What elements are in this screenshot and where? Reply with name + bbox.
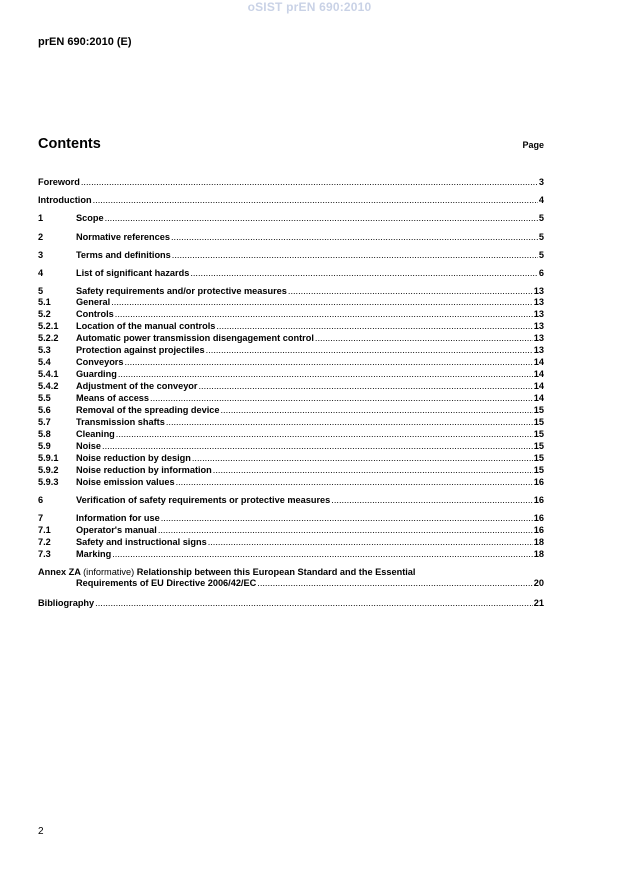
toc-leader xyxy=(220,405,532,416)
toc-annex-entry[interactable] xyxy=(38,567,544,589)
toc-page: 13 xyxy=(533,333,544,343)
toc-number: 5.9.2 xyxy=(38,465,59,475)
toc-page: 5 xyxy=(538,232,544,242)
toc-title: General xyxy=(76,297,111,307)
toc-title: Information for use xyxy=(76,513,160,523)
toc-leader xyxy=(176,477,533,488)
toc-page: 15 xyxy=(533,405,544,415)
toc-entry[interactable] xyxy=(38,525,544,536)
toc-title: Marking xyxy=(76,549,112,559)
toc-entry[interactable] xyxy=(38,495,544,506)
toc-entry[interactable] xyxy=(38,393,544,404)
toc-title: List of significant hazards xyxy=(76,268,190,278)
toc-number: 5.3 xyxy=(38,345,51,355)
toc-number: 5.2.1 xyxy=(38,321,59,331)
toc-leader xyxy=(206,345,533,356)
toc-entry[interactable] xyxy=(38,321,544,332)
toc-entry[interactable] xyxy=(38,477,544,488)
toc-number: 5.8 xyxy=(38,429,51,439)
toc-leader xyxy=(116,429,533,440)
toc-title: Guarding xyxy=(76,369,117,379)
toc-page: 16 xyxy=(533,477,544,487)
toc-page: 16 xyxy=(533,525,544,535)
toc-page: 6 xyxy=(538,268,544,278)
toc-number: 5.5 xyxy=(38,393,51,403)
toc-title: Normative references xyxy=(76,232,170,242)
toc-leader xyxy=(192,453,533,464)
toc-number: 5.2 xyxy=(38,309,51,319)
toc-title: Means of access xyxy=(76,393,150,403)
toc-title: Bibliography xyxy=(38,598,95,608)
toc-leader xyxy=(112,549,533,560)
toc-number: 5.2.2 xyxy=(38,333,59,343)
annex-title-line1: Relationship between this European Standard and the Essential xyxy=(136,567,416,577)
toc-leader xyxy=(95,598,533,609)
toc-title: Cleaning xyxy=(76,429,115,439)
toc-number: 1 xyxy=(38,213,44,223)
annex-page: 20 xyxy=(533,578,544,588)
toc-entry[interactable] xyxy=(38,369,544,380)
toc-leader xyxy=(213,465,533,476)
toc-page: 5 xyxy=(538,213,544,223)
toc-title: Protection against projectiles xyxy=(76,345,205,355)
annex-label: Annex ZA xyxy=(38,567,81,577)
toc-leader xyxy=(331,495,532,506)
toc-entry[interactable] xyxy=(38,465,544,476)
toc-leader xyxy=(315,333,533,344)
toc-number: 5.4.2 xyxy=(38,381,59,391)
toc-title: Safety requirements and/or protective measures xyxy=(76,286,287,296)
toc-entry[interactable] xyxy=(38,268,544,279)
toc-title: Terms and definitions xyxy=(76,250,171,260)
toc-number: 3 xyxy=(38,250,44,260)
toc-page: 16 xyxy=(533,495,544,505)
toc-leader xyxy=(208,537,533,548)
toc-number: 5.9.3 xyxy=(38,477,59,487)
toc-title: Automatic power transmission disengagement control xyxy=(76,333,314,343)
toc-entry[interactable] xyxy=(38,309,544,320)
toc-number: 4 xyxy=(38,268,44,278)
toc-page: 16 xyxy=(533,513,544,523)
toc-entry[interactable] xyxy=(38,345,544,356)
toc-page: 13 xyxy=(533,309,544,319)
toc-page: 13 xyxy=(533,321,544,331)
toc-leader xyxy=(93,195,538,206)
toc-leader xyxy=(161,513,533,524)
toc-leader xyxy=(171,232,538,243)
toc-title: Verification of safety requirements or protective measures xyxy=(76,495,331,505)
toc-title: Noise reduction by information xyxy=(76,465,212,475)
toc-title: Adjustment of the conveyor xyxy=(76,381,198,391)
toc-entry[interactable] xyxy=(38,213,544,224)
toc-page: 13 xyxy=(533,345,544,355)
toc-title: Operator's manual xyxy=(76,525,157,535)
toc-page: 15 xyxy=(533,441,544,451)
toc-entry[interactable] xyxy=(38,513,544,524)
toc-title: Noise xyxy=(76,441,102,451)
toc-title: Conveyors xyxy=(76,357,124,367)
toc-leader xyxy=(158,525,533,536)
document-id: prEN 690:2010 (E) xyxy=(38,36,132,48)
toc-page: 18 xyxy=(533,549,544,559)
toc-page: 15 xyxy=(533,453,544,463)
toc-leader xyxy=(115,309,533,320)
page-column-heading: Page xyxy=(522,140,544,150)
toc-entry[interactable] xyxy=(38,297,544,308)
toc-entry[interactable] xyxy=(38,453,544,464)
toc-page: 21 xyxy=(533,598,544,608)
toc-title: Safety and instructional signs xyxy=(76,537,207,547)
toc-page: 14 xyxy=(533,393,544,403)
toc-leader xyxy=(118,369,533,380)
toc-page: 15 xyxy=(533,429,544,439)
toc-number: 5.6 xyxy=(38,405,51,415)
toc-leader xyxy=(288,286,533,297)
toc-page: 14 xyxy=(533,357,544,367)
annex-informative: (informative) xyxy=(83,567,135,577)
toc-leader xyxy=(199,381,533,392)
toc-number: 7.3 xyxy=(38,549,51,559)
toc-leader xyxy=(81,177,538,188)
toc-entry[interactable] xyxy=(38,405,544,416)
toc-page: 3 xyxy=(538,177,544,187)
toc-page: 18 xyxy=(533,537,544,547)
toc-leader xyxy=(105,213,538,224)
toc-number: 2 xyxy=(38,232,44,242)
toc-entry[interactable] xyxy=(38,232,544,243)
toc-entry[interactable] xyxy=(38,250,544,261)
toc-page: 14 xyxy=(533,381,544,391)
toc-page: 13 xyxy=(533,297,544,307)
toc-leader xyxy=(102,441,533,452)
toc-number: 5.9 xyxy=(38,441,51,451)
toc-page: 5 xyxy=(538,250,544,260)
toc-title: Noise emission values xyxy=(76,477,175,487)
toc-entry[interactable] xyxy=(38,381,544,392)
toc-title: Transmission shafts xyxy=(76,417,165,427)
toc-title: Noise reduction by design xyxy=(76,453,191,463)
toc-entry[interactable] xyxy=(38,333,544,344)
toc-leader xyxy=(172,250,538,261)
page-number: 2 xyxy=(38,826,44,837)
toc-page: 13 xyxy=(533,286,544,296)
toc-leader xyxy=(190,268,538,279)
toc-leader xyxy=(166,417,533,428)
toc-number: 5.4 xyxy=(38,357,51,367)
toc-entry[interactable] xyxy=(38,441,544,452)
toc-number: 7 xyxy=(38,513,44,523)
toc-title: Removal of the spreading device xyxy=(76,405,220,415)
toc-leader xyxy=(111,297,533,308)
watermark: oSIST prEN 690:2010 xyxy=(247,0,372,14)
toc-number: 5.9.1 xyxy=(38,453,59,463)
toc-number: 5 xyxy=(38,286,44,296)
toc-number: 5.1 xyxy=(38,297,51,307)
toc-entry[interactable] xyxy=(38,549,544,560)
toc-number: 5.4.1 xyxy=(38,369,59,379)
toc-entry[interactable] xyxy=(38,417,544,428)
toc-title: Introduction xyxy=(38,195,92,205)
toc-entry[interactable] xyxy=(38,357,544,368)
contents-heading: Contents xyxy=(38,136,101,152)
toc-number: 7.2 xyxy=(38,537,51,547)
toc-title: Location of the manual controls xyxy=(76,321,216,331)
toc-entry-bibliography[interactable] xyxy=(38,598,544,609)
toc-number: 5.7 xyxy=(38,417,51,427)
toc-leader xyxy=(150,393,533,404)
toc-page: 14 xyxy=(533,369,544,379)
toc-leader xyxy=(125,357,533,368)
toc-number: 6 xyxy=(38,495,44,505)
toc-title: Controls xyxy=(76,309,114,319)
toc-leader xyxy=(216,321,532,332)
toc-title: Foreword xyxy=(38,177,80,187)
toc-page: 4 xyxy=(538,195,544,205)
annex-title-line2: Requirements of EU Directive 2006/42/EC xyxy=(76,578,257,588)
toc-number: 7.1 xyxy=(38,525,51,535)
toc-page: 15 xyxy=(533,465,544,475)
toc-entry[interactable] xyxy=(38,195,544,206)
toc-entry[interactable] xyxy=(38,286,544,297)
toc-entry[interactable] xyxy=(38,177,544,188)
toc-entry[interactable] xyxy=(38,537,544,548)
toc-title: Scope xyxy=(76,213,104,223)
toc-page: 15 xyxy=(533,417,544,427)
toc-leader xyxy=(257,578,533,589)
toc-entry[interactable] xyxy=(38,429,544,440)
